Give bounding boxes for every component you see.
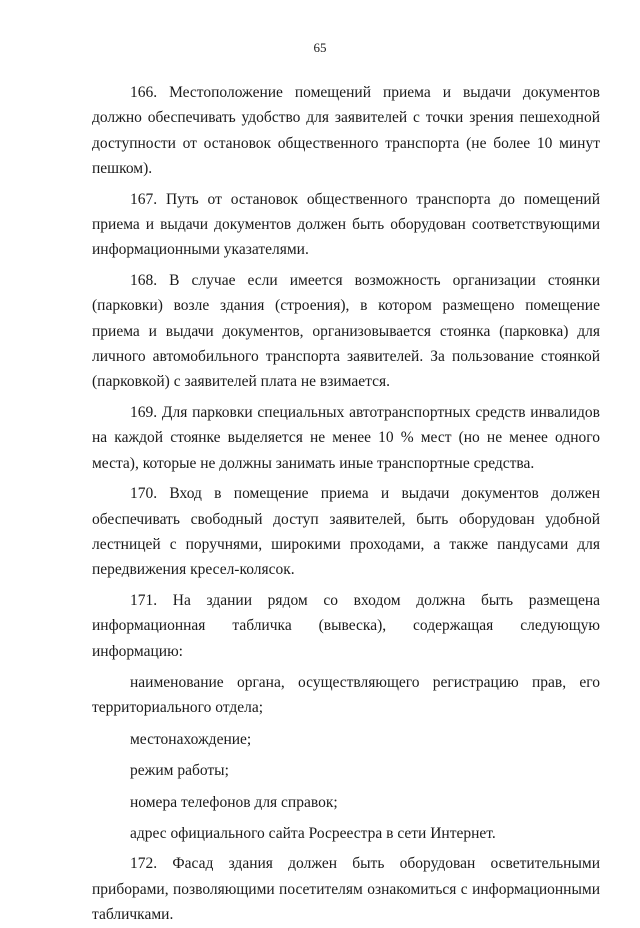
list-item: адрес официального сайта Росреестра в сети Интернет. (130, 824, 496, 842)
page-number: 65 (313, 40, 327, 55)
list-item: наименование органа, осуществляющего регистрацию прав, его территориального отдела; (92, 673, 600, 717)
info-list (92, 670, 600, 846)
paragraph-169: 169. Для парковки специальных автотранспортных средств инвалидов на каждой стоянке выделяется не менее 10 % мест (но не менее одного места), которые не должны занимать иные транспортные средства. (92, 403, 600, 472)
list-item: номера телефонов для справок; (130, 793, 338, 811)
list-item: режим работы; (130, 762, 229, 780)
list-item: местонахождение; (130, 730, 252, 748)
paragraph-172: 172. Фасад здания должен быть оборудован осветительными приборами, позволяющими посетителям ознакомиться с информационными табличками. (92, 855, 600, 924)
document-body (92, 80, 600, 928)
paragraph-166: 166. Местоположение помещений приема и выдачи документов должно обеспечивать удобство для заявителей с точки зрения пешеходной доступности от остановок общественного транспорта (не более 10 минут пешком). (92, 84, 600, 178)
paragraph-171: 171. На здании рядом со входом должна быть размещена информационная табличка (вывеска), содержащая следующую информацию: (92, 591, 600, 660)
paragraph-168: 168. В случае если имеется возможность организации стоянки (парковки) возле здания (строения), в котором размещено помещение приема и выдачи документов, организовывается стоянка (парковка) для личного автомобильного транспорта заявителей. За пользование стоянкой (парковкой) с заявителей плата не взимается. (92, 271, 600, 391)
paragraph-170: 170. Вход в помещение приема и выдачи документов должен обеспечивать свободный доступ заявителей, быть оборудован удобной лестницей с поручнями, широкими проходами, а также пандусами для передвижения кресел-колясок. (92, 485, 600, 579)
paragraph-167: 167. Путь от остановок общественного транспорта до помещений приема и выдачи документов должен быть оборудован соответствующими информационными указателями. (92, 190, 600, 259)
